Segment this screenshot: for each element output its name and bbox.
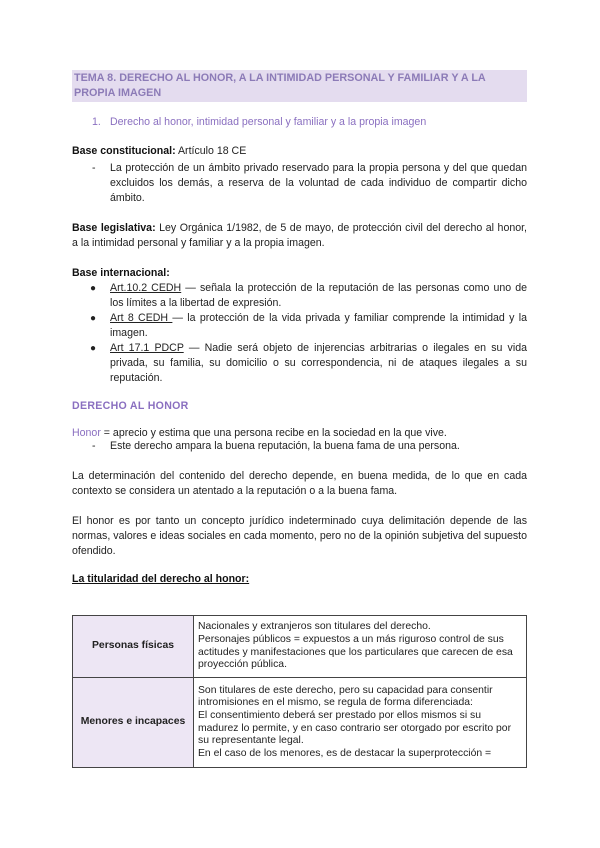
base-internacional bbox=[72, 266, 527, 281]
bullet-icon: ● bbox=[90, 343, 97, 354]
section-heading: DERECHO AL HONOR bbox=[72, 400, 189, 412]
base-legislativa-label: Base legislativa: bbox=[72, 222, 156, 234]
document-title: TEMA 8. DERECHO AL HONOR, A LA INTIMIDAD PERSONAL Y FAMILIAR Y A LA PROPIA IMAGEN bbox=[72, 70, 527, 102]
paragraph: El honor es por tanto un concepto jurídico indeterminado cuya delimitación depende de las normas, valores e ideas sociales en cada momento, pero no de la opinión subjetiva del supuesto ofendido. bbox=[72, 515, 527, 557]
list-item: ● Art 8 CEDH — la protección de la vida privada y familiar comprende la intimidad y la imagen. bbox=[90, 312, 527, 339]
honor-term: Honor bbox=[72, 427, 101, 439]
table-cell-label: Personas físicas bbox=[73, 616, 194, 678]
base-internacional-list bbox=[72, 281, 527, 386]
table-cell-value: Son titulares de este derecho, pero su capacidad para consentir intromisiones en el mismo, se regula de forma diferenciada: El consentimiento deberá ser prestado por ellos mismos si su madurez lo permite, y en caso contrario ser otorgado por escrito por su representante legal. En el caso de los menores, es de destacar la superprotección = bbox=[194, 678, 527, 768]
bullet-icon: ● bbox=[90, 283, 97, 294]
numbered-item bbox=[92, 115, 527, 129]
table-row bbox=[73, 616, 527, 678]
paragraph: La determinación del contenido del derecho depende, en buena medida, de lo que en cada contexto se considera un atentado a la reputación o a la buena fama. bbox=[72, 470, 527, 497]
titularidad-table bbox=[72, 615, 527, 768]
numbered-item-number: 1. bbox=[92, 116, 101, 128]
article-link[interactable]: Art 17.1 PDCP bbox=[110, 342, 184, 354]
base-internacional-label: Base internacional: bbox=[72, 267, 170, 279]
base-constitucional-list bbox=[72, 161, 527, 206]
table-cell-label: Menores e incapaces bbox=[73, 678, 194, 768]
table-cell-value: Nacionales y extranjeros son titulares del derecho. Personajes públicos = expuestos a un más riguroso control de sus actitudes y manifestaciones que los particulares que carecen de esa proyección pública. bbox=[194, 616, 527, 678]
article-link[interactable]: Art 8 CEDH bbox=[110, 312, 173, 324]
base-constitucional-label: Base constitucional: bbox=[72, 145, 176, 157]
list-item: - Este derecho ampara la buena reputación, la buena fama de una persona. bbox=[92, 440, 460, 452]
document-page bbox=[72, 70, 527, 768]
base-constitucional bbox=[72, 144, 527, 159]
base-constitucional-value: Artículo 18 CE bbox=[177, 145, 247, 157]
base-legislativa-value: Ley Orgánica 1/1982, de 5 de mayo, de protección civil del derecho al honor, a la intimidad personal y familiar y a la propia imagen. bbox=[72, 222, 528, 249]
numbered-item-text: Derecho al honor, intimidad personal y familiar y a la propia imagen bbox=[110, 116, 427, 128]
honor-list bbox=[72, 439, 527, 454]
table-row bbox=[73, 678, 527, 768]
list-item: ● Art 17.1 PDCP — Nadie será objeto de injerencias arbitrarias o ilegales en su vida privada, su familia, su domicilio o su correspondencia, ni de ataques ilegales a su reputación. bbox=[90, 342, 527, 384]
bullet-icon: ● bbox=[90, 313, 97, 324]
list-item: ● Art.10.2 CEDH — señala la protección de la reputación de las personas como uno de los límites a la libertad de expresión. bbox=[90, 282, 527, 309]
article-link[interactable]: Art.10.2 CEDH bbox=[110, 282, 182, 294]
base-legislativa bbox=[72, 221, 527, 251]
titularidad-heading: La titularidad del derecho al honor: bbox=[72, 573, 250, 585]
honor-definition: Honor = aprecio y estima que una persona recibe en la sociedad en la que vive. bbox=[72, 427, 447, 439]
list-item: - La protección de un ámbito privado reservado para la propia persona y del que quedan excluidos los demás, a reserva de la voluntad de cada individuo de compartir dicho ámbito. bbox=[92, 162, 527, 204]
